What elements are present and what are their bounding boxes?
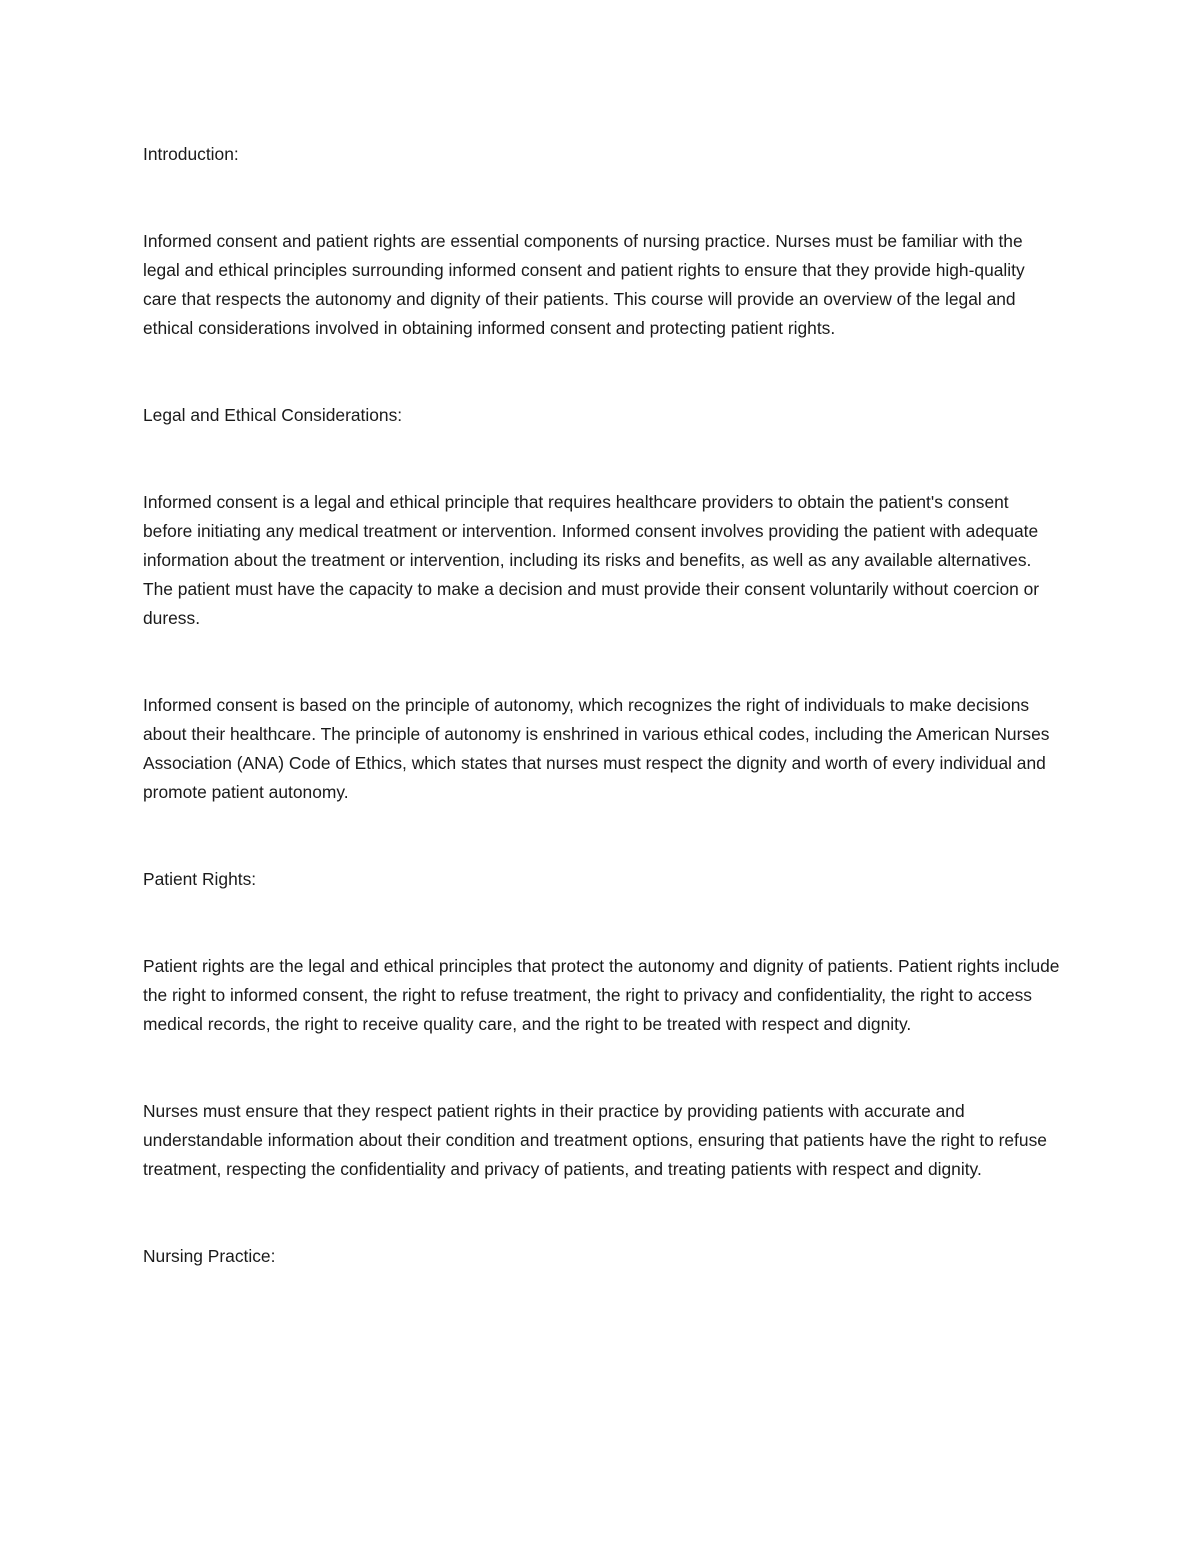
heading-patient-rights: Patient Rights: — [143, 869, 257, 889]
paragraph-nurses-respect: Nurses must ensure that they respect patient rights in their practice by providing patients with accurate and understandable information about their condition and treatment options, ensuring that patients have the right to refuse treatment, respecting the confidentiality and privacy of patients, and treating patients with respect and dignity. — [143, 1101, 1047, 1179]
paragraph-informed-consent: Informed consent is a legal and ethical principle that requires healthcare providers to obtain the patient's consent before initiating any medical treatment or intervention. Informed consent involves providing the patient with adequate information about the treatment or intervention, including its risks and benefits, as well as any available alternatives. The patient must have the capacity to make a decision and must provide their consent voluntarily without coercion or duress. — [143, 492, 1040, 628]
heading-nursing-practice: Nursing Practice: — [143, 1246, 276, 1266]
heading-legal-ethical: Legal and Ethical Considerations: — [143, 405, 403, 425]
paragraph-autonomy: Informed consent is based on the principle of autonomy, which recognizes the right of individuals to make decisions about their healthcare. The principle of autonomy is enshrined in various ethical codes, including the American Nurses Association (ANA) Code of Ethics, which states that nurses must respect the dignity and worth of every individual and promote patient autonomy. — [143, 695, 1050, 802]
heading-introduction: Introduction: — [143, 144, 239, 164]
paragraph-patient-rights: Patient rights are the legal and ethical principles that protect the autonomy and dignity of patients. Patient rights include the right to informed consent, the right to refuse treatment, the right to privacy and confidentiality, the right to access medical records, the right to receive quality care, and the right to be treated with respect and dignity. — [143, 956, 1060, 1034]
paragraph-introduction: Informed consent and patient rights are essential components of nursing practice. Nurses must be familiar with the legal and ethical principles surrounding informed consent and patient rights to ensure that they provide high-quality care that respects the autonomy and dignity of their patients. This course will provide an overview of the legal and ethical considerations involved in obtaining informed consent and protecting patient rights. — [143, 231, 1025, 338]
